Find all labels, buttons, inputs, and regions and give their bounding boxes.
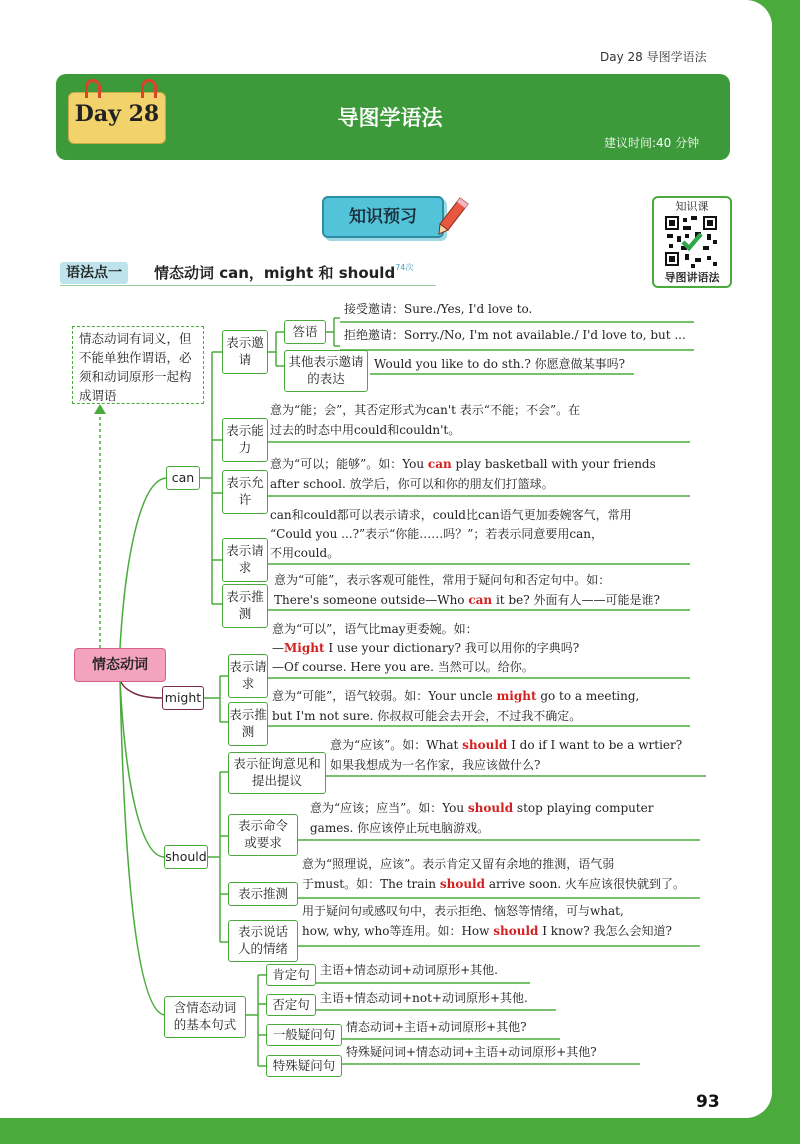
invite-other-example: Would you like to do sth.? 你愿意做某事吗? <box>374 357 626 371</box>
guess-can-line-1: 意为“可能”，表示客观可能性，常用于疑问句和否定句中。如： <box>274 573 611 587</box>
request-line-1: can和could都可以表示请求，could比can语气更加委婉客气，常用 <box>270 508 632 522</box>
should-emotion-line-1: 用于疑问句或感叹句中，表示拒绝、恼怒等情绪，可与what, <box>302 904 624 918</box>
node-should: should <box>164 845 208 869</box>
node-might-request: 表示请求 <box>228 654 268 698</box>
guess-can-line-2: There's someone outside—Who can it be? 外面有人——可能是谁? <box>274 593 660 607</box>
might-request-line-3: —Of course. Here you are. 当然可以。给你。 <box>272 660 534 674</box>
keyword-might: Might <box>284 641 325 655</box>
keyword-might: might <box>496 689 537 703</box>
might-guess-line-1: 意为“可能”，语气较弱。如：Your uncle might go to a meeting, <box>272 689 640 703</box>
frequency-count: 74次 <box>395 263 414 272</box>
positive-pattern: 主语+情态动词+动词原形+其他. <box>320 963 498 977</box>
keyword-can: can <box>468 593 493 607</box>
grammar-point-title: 情态动词 can，might 和 should$^{74次}$ <box>154 263 414 282</box>
special-question-pattern: 特殊疑问词+情态动词+主语+动词原形+其他? <box>346 1045 597 1059</box>
node-might: might <box>162 686 204 710</box>
should-command-line-1: 意为“应该；应当”。如：You should stop playing computer <box>310 801 654 815</box>
invite-refuse-text: 拒绝邀请：Sorry./No, I'm not available./ I'd love to, but ... <box>344 328 686 342</box>
suggested-time: 建议时间:40 分钟 <box>604 136 700 150</box>
node-special-question: 特殊疑问句 <box>266 1055 342 1077</box>
might-guess-line-2: but I'm not sure. 你叔叔可能会去开会，不过我不确定。 <box>272 709 582 723</box>
keyword-should: should <box>439 877 486 891</box>
should-advice-line-1: 意为“应该”。如：What should I do if I want to be a wrtier? <box>330 738 683 752</box>
request-line-3: 不用could。 <box>270 546 340 560</box>
qr-caption-bottom: 导图讲语法 <box>664 271 720 284</box>
branch-might <box>120 680 162 698</box>
might-request-line-1: 意为“可以”，语气比may更委婉。如： <box>272 622 478 636</box>
grammar-point-tag: 语法点一 <box>60 262 128 284</box>
might-request-line-2: —Might I use your dictionary? 我可以用你的字典吗? <box>272 641 580 655</box>
node-permit: 表示允许 <box>222 470 268 514</box>
node-ability: 表示能力 <box>222 418 268 462</box>
ability-line-2: 过去的时态中用could和couldn't。 <box>270 423 461 437</box>
should-guess-line-2: 于must。如：The train should arrive soon. 火车应该很快就到了。 <box>302 877 685 891</box>
node-other-invite: 其他表示邀请的表达 <box>284 350 368 392</box>
root-note: 情态动词有词义，但不能单独作谓语，必须和动词原形一起构成谓语 <box>72 326 204 404</box>
running-header: Day 28 导图学语法 <box>600 50 707 64</box>
branch-patterns <box>120 680 164 1015</box>
general-question-pattern: 情态动词+主语+动词原形+其他? <box>346 1020 527 1034</box>
keyword-can: can <box>427 457 452 471</box>
root-node: 情态动词 <box>74 648 166 682</box>
negative-pattern: 主语+情态动词+not+动词原形+其他. <box>320 991 528 1005</box>
should-guess-line-1: 意为“照理说，应该”。表示肯定又留有余地的推测，语气弱 <box>302 857 615 871</box>
keyword-should: should <box>493 924 539 938</box>
permit-line-1: 意为“可以；能够”。如：You can play basketball with your friends <box>270 457 656 471</box>
permit-line-2: after school. 放学后，你可以和你的朋友们打篮球。 <box>270 477 554 491</box>
qr-caption-top: 知识课 <box>675 200 709 213</box>
node-should-advice: 表示征询意见和提出提议 <box>228 752 326 794</box>
node-should-emotion: 表示说话人的情绪 <box>228 920 298 962</box>
should-emotion-line-2: how, why, who等连用。如：How should I know? 我怎么会知道? <box>302 924 672 938</box>
section-heading: 知识预习 <box>322 196 444 238</box>
invite-accept-text: 接受邀请：Sure./Yes, I'd love to. <box>344 302 533 316</box>
node-general-question: 一般疑问句 <box>266 1024 342 1046</box>
node-request: 表示请求 <box>222 538 268 582</box>
ability-line-1: 意为“能；会”，其否定形式为can't 表示“不能；不会”。在 <box>270 403 581 417</box>
day-label: Day 28 <box>74 101 160 127</box>
page-number: 93 <box>696 1092 720 1112</box>
node-negative: 否定句 <box>266 994 316 1016</box>
node-should-guess: 表示推测 <box>228 882 298 906</box>
keyword-should: should <box>462 738 508 752</box>
branch-can <box>120 478 166 648</box>
node-guess-can: 表示推测 <box>222 584 268 628</box>
node-positive: 肯定句 <box>266 964 316 986</box>
node-can: can <box>166 466 200 490</box>
node-patterns: 含情态动词的基本句式 <box>164 996 246 1038</box>
request-line-2: “Could you ...?”表示“你能……吗？”；若表示同意要用can， <box>270 527 604 541</box>
page-title: 导图学语法 <box>337 106 443 130</box>
node-might-guess: 表示推测 <box>228 702 268 746</box>
keyword-should: should <box>467 801 514 815</box>
should-advice-line-2: 如果我想成为一名作家，我应该做什么? <box>330 758 541 772</box>
node-should-command: 表示命令或要求 <box>228 814 298 856</box>
should-command-line-2: games. 你应该停止玩电脑游戏。 <box>310 821 490 835</box>
node-invite: 表示邀请 <box>222 330 268 374</box>
node-answer: 答语 <box>284 320 326 344</box>
